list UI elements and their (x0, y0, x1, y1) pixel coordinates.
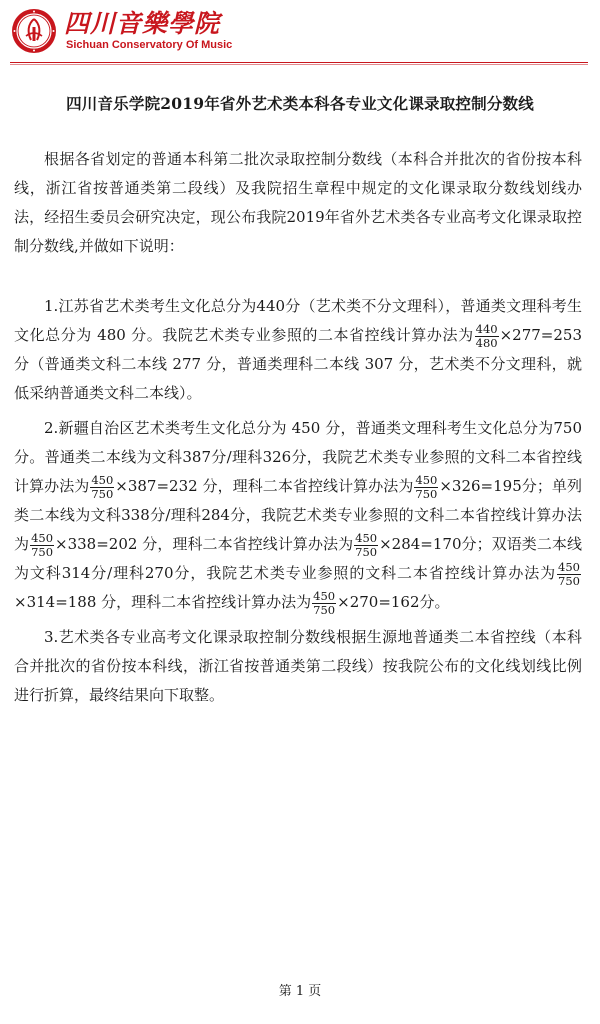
fraction-danlie-wen (30, 532, 54, 559)
logo-chinese-name: 四川音樂學院 (64, 9, 221, 38)
fraction-danlie-li (354, 532, 378, 559)
fraction-denominator: 750 (31, 544, 54, 559)
item-1-paragraph (14, 292, 582, 408)
fraction-putong-li (414, 474, 438, 501)
fraction-numerator: 450 (91, 472, 114, 487)
header-divider-secondary (10, 64, 588, 65)
fraction-denominator: 750 (415, 486, 438, 501)
item-2-text-4: ×338=202 分，理科二本省控线计算办法为 (55, 535, 354, 553)
header-divider (10, 62, 588, 63)
fraction-numerator: 450 (415, 472, 438, 487)
fraction-denominator: 750 (355, 544, 378, 559)
item-3-paragraph: 3.艺术类各专业高考文化课录取控制分数线根据生源地普通类二本省控线（本科合并批次的省份按本科线，浙江省按普通类第二段线）按我院公布的文化线划线比例进行折算，最终结果向下取整。 (14, 628, 582, 704)
fraction-numerator: 450 (313, 588, 336, 603)
item-2-text-1: 2.新疆自治区艺术类考生文化总分为 450 分，普通类文理科考生文化总分为750分。普通类二本线为文科387分/理科326分，我院艺术类专业参照的文科二本省控线计算办法为 (14, 419, 582, 495)
fraction-shuangyu-wen (557, 561, 581, 588)
fraction-numerator: 450 (558, 559, 580, 574)
fraction-numerator: 440 (475, 321, 498, 336)
page-header (0, 0, 600, 72)
fraction-numerator: 450 (355, 530, 378, 545)
fraction-shuangyu-li (312, 590, 336, 617)
document-body (14, 145, 582, 710)
item-2-text-6: ×314=188 分，理科二本省控线计算办法为 (14, 593, 312, 611)
item-2-text-2: ×387=232 分，理科二本省控线计算办法为 (115, 477, 414, 495)
fraction-denominator: 750 (91, 486, 114, 501)
item-2-paragraph (14, 414, 582, 617)
page-number: 第 1 页 (278, 984, 322, 999)
logo-text (64, 10, 232, 52)
item-1-text-1: 1.江苏省艺术类考生文化总分为440分（艺术类不分文理科），普通类文理科考生文化总分为 480 分。我院艺术类专业参照的二本省控线计算办法为 (14, 297, 582, 344)
item-2-text-5: ×284=170分；双语类二本线为文科314分/理科270分，我院艺术类专业参照的文科二本省控线计算办法为 (14, 535, 582, 582)
fraction-jiangsu (475, 323, 499, 350)
fraction-denominator: 480 (475, 335, 498, 350)
item-2-text-7: ×270=162分。 (337, 593, 450, 611)
intro-paragraph: 根据各省划定的普通本科第二批次录取控制分数线（本科合并批次的省份按本科线，浙江省按普通类第二段线）及我院招生章程中规定的文化课录取分数线划线办法，经招生委员会研究决定，现公布我院2019年省外艺术类各专业高考文化课录取控制分数线,并做如下说明： (14, 150, 582, 255)
item-1-text-2: ×277=253 分（普通类文科二本线 277 分，普通类理科二本线 307 分，艺术类不分文理科，就低采纳普通类文科二本线）。 (14, 326, 582, 402)
fraction-denominator: 750 (313, 602, 336, 617)
document-title: 四川音乐学院2019年省外艺术类本科各专业文化课录取控制分数线 (66, 94, 534, 113)
item-2-text-3: ×326=195分；单列类二本线为文科338分/理科284分，我院艺术类专业参照的文科二本省控线计算办法为 (14, 477, 582, 553)
school-seal-icon (11, 8, 57, 54)
fraction-putong-wen (90, 474, 114, 501)
fraction-denominator: 750 (558, 573, 580, 588)
logo-english-name: Sichuan Conservatory Of Music (66, 39, 233, 51)
fraction-numerator: 450 (31, 530, 54, 545)
